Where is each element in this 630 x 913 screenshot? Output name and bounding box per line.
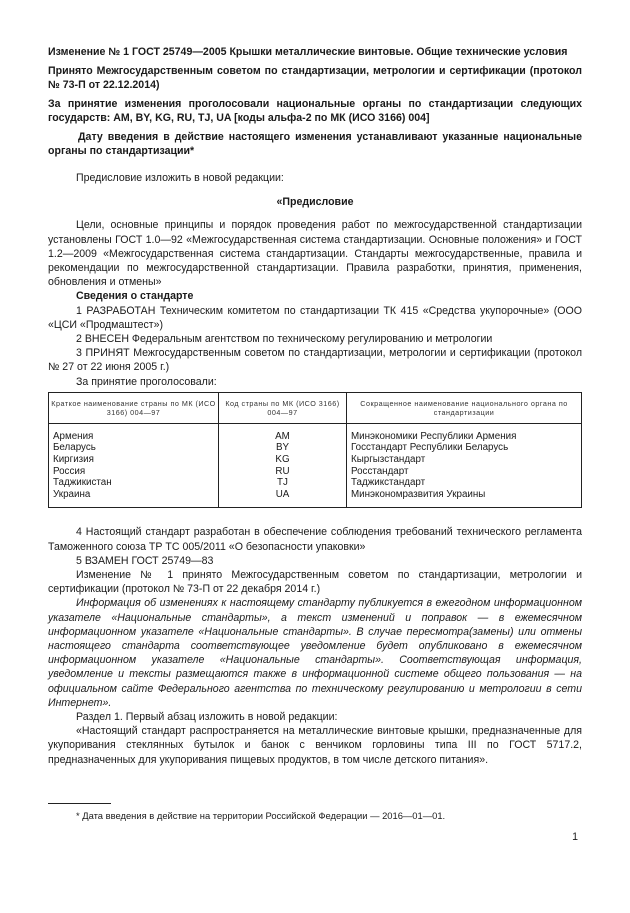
country-name: Армения xyxy=(49,423,219,442)
amendment-title: Изменение № 1 ГОСТ 25749—2005 Крышки металлические винтовые. Общие технические условия xyxy=(48,46,568,58)
country-code: TJ xyxy=(219,477,347,489)
page-number: 1 xyxy=(572,831,578,843)
info-paragraph: Информация об изменениях к настоящему стандарту публикуется в ежегодном информационном указателе «Национальные стандарты», а текст изменений и поправок — в ежемесячном информационном указателе «Национальные стандарты». В случае пересмотра(замены) или отмены настоящего стандарта соответствующее уведомление будет опубликовано в ежемесячном информационном указателе «Национальные стандарты». Соответствующая информация, уведомление и тексты размещаются также в информационной системе общего пользования — на официальном сайте Федерального агентства по техническому регулированию и метрологии в сети Интернет». xyxy=(48,597,582,709)
country-name: Россия xyxy=(49,466,219,478)
voting-countries-table xyxy=(48,392,582,509)
country-name: Киргизия xyxy=(49,454,219,466)
country-code: RU xyxy=(219,466,347,478)
country-code: KG xyxy=(219,454,347,466)
document-page xyxy=(48,0,582,767)
country-code: UA xyxy=(219,489,347,508)
column-header-code: Код страны по МК (ИСО 3166) 004—97 xyxy=(219,392,347,423)
item-3: 3 ПРИНЯТ Межгосударственным советом по стандартизации, метрологии и сертификации (протокол № 27 от 22 июня 2005 г.) xyxy=(48,347,582,374)
scope-paragraph: «Настоящий стандарт распространяется на металлические винтовые крышки, предназначенные для укупоривания стеклянных бутылок и банок с венчиком горловины типа III по ГОСТ 5717.2, предназначенных для укупоривания пищевых продуктов, в том числе детского питания». xyxy=(48,725,582,766)
table-row xyxy=(49,466,582,478)
item-1: 1 РАЗРАБОТАН Техническим комитетом по стандартизации ТК 415 «Средства укупорочные» (ООО «ЦСИ «Продмаштест») xyxy=(48,304,582,331)
country-name: Таджикистан xyxy=(49,477,219,489)
standards-body: Кыргызстандарт xyxy=(347,454,582,466)
country-name: Беларусь xyxy=(49,442,219,454)
column-header-body: Сокращенное наименование национального органа по стандартизации xyxy=(347,392,582,423)
table-row xyxy=(49,477,582,489)
standards-body: Минэкономики Республики Армения xyxy=(347,423,582,442)
table-row xyxy=(49,489,582,508)
item-5: 5 ВЗАМЕН ГОСТ 25749—83 xyxy=(76,554,214,567)
item-4: 4 Настоящий стандарт разработан в обеспечение соблюдения требований технического регламента Таможенного союза ТР ТС 005/2011 «О безопасности упаковки» xyxy=(48,526,582,553)
item-2: 2 ВНЕСЕН Федеральным агентством по техническому регулированию и метрологии xyxy=(76,333,493,346)
column-header-country: Краткое наименование страны по МК (ИСО 3166) 004—97 xyxy=(49,392,219,423)
country-code: AM xyxy=(219,423,347,442)
table-row xyxy=(49,423,582,442)
footnote-divider xyxy=(48,803,111,804)
effective-date-note: Дату введения в действие настоящего изменения устанавливают указанные национальные органы по стандартизации* xyxy=(48,131,582,157)
voting-note: За принятие изменения проголосовали национальные органы по стандартизации следующих государств: AM, BY, KG, RU, TJ, UA [коды альфа-2 по МК (ИСО 3166) 004] xyxy=(48,98,582,124)
standards-body: Таджикстандарт xyxy=(347,477,582,489)
goals-paragraph: Цели, основные принципы и порядок проведения работ по межгосударственной стандартизации установлены ГОСТ 1.0—92 «Межгосударственная система стандартизации. Основные положения» и ГОСТ 1.2—2009 «Межгосударственная система стандартизации. Стандарты межгосударственные, правила и рекомендации по межгосударственной стандартизации. Правила разработки, принятия, применения, обновления и отмены» xyxy=(48,219,582,289)
table-row xyxy=(49,442,582,454)
footnote: * Дата введения в действие на территории Российской Федерации — 2016—01—01. xyxy=(76,810,446,821)
intro-paragraph: Предисловие изложить в новой редакции: xyxy=(76,172,284,184)
country-code: BY xyxy=(219,442,347,454)
section-note: Раздел 1. Первый абзац изложить в новой редакции: xyxy=(76,711,338,724)
table-header-row xyxy=(49,392,582,423)
adoption-note: Принято Межгосударственным советом по стандартизации, метрологии и сертификации (протокол № 73-П от 22.12.2014) xyxy=(48,65,582,91)
table-row xyxy=(49,454,582,466)
country-name: Украина xyxy=(49,489,219,508)
standards-body: Минэкономразвития Украины xyxy=(347,489,582,508)
voted-label: За принятие проголосовали: xyxy=(76,375,217,388)
about-standard-title: Сведения о стандарте xyxy=(76,290,194,303)
standards-body: Госстандарт Республики Беларусь xyxy=(347,442,582,454)
preface-title: «Предисловие xyxy=(276,196,354,209)
standards-body: Росстандарт xyxy=(347,466,582,478)
amendment-paragraph: Изменение № 1 принято Межгосударственным советом по стандартизации, метрологии и сертификации (протокол № 73-П от 22 декабря 2014 г.) xyxy=(48,569,582,596)
